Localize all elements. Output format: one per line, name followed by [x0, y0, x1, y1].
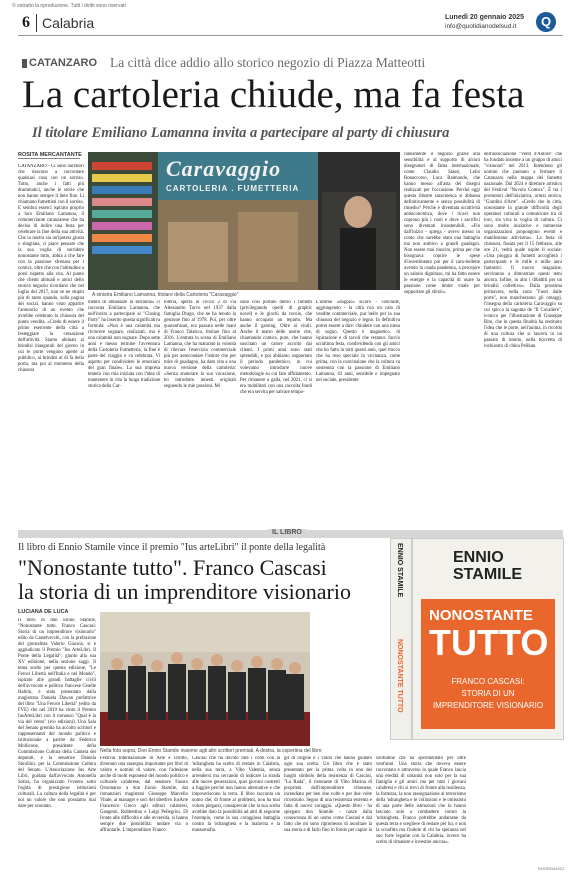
shop-photo — [88, 152, 400, 290]
book-author: ENNIO STAMILE — [453, 549, 523, 583]
book-cover-panel — [421, 599, 555, 729]
group-photo — [100, 612, 310, 746]
story-headline: La cartoleria chiude, ma fa festa — [22, 73, 525, 116]
story2-photo-caption: Nella foto sopra, Don Ennio Stamile insieme agli altri scrittori premiati. A destra, la copertina del libro — [100, 748, 322, 754]
shop-sign-title: Caravaggio — [166, 156, 282, 181]
masthead-rule — [18, 35, 563, 36]
page-number: 6 — [22, 14, 30, 31]
book-title-line-2: TUTTO — [429, 622, 549, 663]
story-column-4: sono così portato dietro i fumetti (privilegiando quelli di graphic novel) e le giochi da tavolo, che hanno occupato un reparto. Ma anche il gaming. Oltre ai vinili. Anche il teatro delle nostre vite, chiamando comics, pure, che hanno suscitato un calore accolto dai clienti. I primi anni sono stati splendidi, e poi abbiamo sopportato il periodo pandemico, in cui volevamo introdurre nuove metodologie su cui fare affidamento. Per rimanere a galla, nel 2021, ci si era mobilitati con una raccolta fondi che era servita per salvare tempo- — [240, 300, 312, 395]
photo-caption: A sinistra Emiliano Lamanna, titolare della Cartoleria "Caravaggio" — [92, 292, 239, 298]
top-copyright-note: © estratto la riproduzione. Tutti i diritti sono riservati — [12, 3, 126, 9]
story2-column-1: Il libro di don Ennio Stamile, "Nonostante tutto. Franco Cascasi: Storia di un imprenditore visionario" edito da Castelvecchi, con la prefazione del giornalista Valerio Giacoia, si è aggiudicato il Premio "Ius ArteLibri. Il Ponte della Legalità", giunto alla sua XV edizione, nella sezione saggi. Il tema scelto per questa edizione, "Le Feroci Libertà nell'Italia e nel Mondo", ispirato alle grandi battaglie civili dell'avvocato e politico francese Giselle Halimi, è stato presentato dalla magistrata Daniela Dawan prefattrice del libro "Una Feroce Libertà" (edito da FVE) che nel 2019 ha vinto il Premio IusArteLibri con il romanzo "Qual è la via del vento" (e/o edizioni). Una Sala del Senato gremita ha accolto scrittori e rappresentanti del mondo politico e istituzionale a partire da Federico Mollicone, presidente della Commissione Cultura della Camera dei deputati, e la senatrice Daniela Sbrollini, per la Commissione Cultura del Senato. L'Associazione Ius Arte Libri, guidata dall'avvocato Antonella Sotira, ha organizzato l'evento sotto l'egida di prestigiose istituzioni culturali. La cultura della legalità è per noi un valore che non possiamo mai dare per scontato. — [18, 618, 96, 809]
book-spine-author: ENNIO STAMILE — [396, 543, 403, 598]
book-subtitle-line-1: FRANCO CASCASI: — [451, 677, 525, 686]
story-column-6: L'ultimo «doppio» sicuro - conclude, aggiungendo - la città con un calo di vendite commerciale, pur bello per la sua chiusura del negozio e legno. In definitiva potrei essere a dire: chiudere con una mesa di sogno. Questo è magnetico, di ispirazione e di tavoli che restano: faccio un'ultima festa, condividendo con gli amici che ho fatto in tutti questi anni, quel trucco che ha reso speciale la vicinanza, come prima, con la convinzione che la cultura va sostenuta con la passione di Emiliano Lamanna, 43 anni, sensibile e impegnato nel sociale, presidente — [316, 300, 400, 383]
footer-code: ROGRO4/0/21 — [538, 866, 565, 871]
story-subheadline: Il titolare Emiliano Lamanna invita a partecipare al party di chiusura — [32, 125, 450, 141]
book-cover — [412, 538, 564, 740]
story2-column-5: solitudine che ha sperimentato per oltre vent'anni. Una storia che doveva essere raccontata e attraverso la quale Franco lascia una eredità di umanità non solo per la sua famiglia e gli amici ma per tutti i giovani calabresi e chi si trovi di fronte alla resilienza, la fortezza, la non rassegnazione al terrorismo della 'ndrangheta e le collusioni e le omissioni di una parte delle istituzioni che lo hanno lasciato solo a combattere contro la 'ndrangheta. Franco potrebbe andarsene da questa terra e scegliere di restare per lui, e non la sconfitta ma l'indole di chi ha speranza nel suo forte legame con la Calabria, invece ha scelto di rimanere e investire ancora». — [376, 756, 466, 845]
story-column-2: mento di abbassare la serranda» ci racconta Emiliano Lamanna, che nell'invito a partecipare al "Closing Party" ha inserito questa significativa formula: «Non è una calamità ma rivincere sognare, realizzati, ma è una calamità non sognare. Dopo sette anni e messo termine l'avventura della Cartoleria Fumetteria, la fine è parte del viaggio e va celebrata. Vi aspetto per condividere le emozioni del gran finale». La sua impresa tenterà con mia iniziata con l'idea di mantenere in vita la lunga tradizione storica della Car- — [88, 300, 160, 389]
story2-headline-line-1: "Nonostante tutto". Franco Cascasi — [18, 555, 327, 580]
newspaper-logo-icon: Q — [536, 12, 556, 32]
book-subtitle-line-2: STORIA DI UN — [461, 689, 515, 698]
story2-column-2: Festival Internazionale di Arte e Diritto, divenuto una rassegna importante per libri di valore e uomini di valore, con l'adesione anche di molti esponenti del mondo politico e culturale calabrese, dal senatore Fausto Orsomarso a don Ennio Stamile, dai romanzieri magistrati Giuseppe Marcello Vitale, ai manager e soci del direttivo IusArte Francesco Greco agli editori calabresi, Gangemi, Rubbettino e Luigi Pellegrini. Di fronte alle difficoltà e alle avversità, si hanno sempre due possibilità: undare via o affrontarle. L'imprenditore Franco — [100, 756, 188, 833]
book-title-line-1: NONOSTANTE — [429, 607, 533, 624]
masthead-separator — [36, 14, 37, 32]
story-column-5: raneamente il negozio grazie alla sensibilità e al supporto di alcuni disegnatori di fama internazionale, come Claudio Stassi, Lelio Bonaccorso, Luca Raimondo, che hanno messo all'asta dei disegni realizzati per l'occasione. Perché oggi questa illustre saracinesca si abbassa definitivamente e senza possibilità di rimedio? Perché è diventata un'attività antieconomica, dove i ricavi non coprono più i costi e dove i sacrifici sono diventati insostenibili. «Fin dall'inizio - spiega - avevo messo in conto che sarebbe stata una battaglia ma non ambivo a grandi guadagni. Non essere mai riuscito, prima per che bisognava coprire le spese d'investimento poi per il caro-bollette avendo la cauda pandemia, a percepire un salario dignitoso, mi ha fatto essere le energie e la capacità di usare la passione come limite vitale per sopportare gli sforzi». — [404, 152, 480, 295]
section-name: Calabria — [42, 15, 95, 31]
book-subtitle-line-3: IMPRENDITORE VISIONARIO — [432, 701, 544, 710]
contact-email: info@quotidianodelsud.it — [445, 23, 517, 30]
group-photo-illustration — [100, 612, 310, 746]
section-marker-icon — [22, 59, 27, 68]
byline-rule — [18, 158, 80, 159]
story2-column-3: Cascasi che ha dovuto fare i conti con la 'ndrangheta ha scelto di restare in Calabria, nella sua terra, a Vibo Valentia, senza arrendersi ma cercando di indicare la strada alle nuove generazioni, quei giovani costretti a fuggire perché non hanno alternative e che impoveriscono la terra. Il libro racconta un uomo che, di fronte ai problemi, non ha mai voluto piegarsi, consapevole che la sua scelta avrebbe dato la possibilità ad altri di seguirne l'esempio, come la sua coraggiosa battaglia contro la 'ndrangheta e la malavita e la massomafia. — [192, 756, 280, 833]
divider-label: IL LIBRO — [268, 529, 306, 536]
story-column-3: toleria, aperta al civico 2 di via Alessandro Turco nel 1937 dalla famiglia Drago, che ne ha tenuto la gestione fino al 1978. Poi, per oltre quarant'anni, era passata nelle mani di Franco Talarico, titolare fino al 2016. L'entrata in scena di Emiliano Lamanna, che ha maturato la volontà di rilevare l'esercizio commerciale più per assecondare l'istinto che per mire di guadagno, ha dato vita a una nuova versione della cartoleria: «Senza snaturare la sua vocazione, ho introdotto innesti originali seguendo le mie passioni. Mi — [164, 300, 236, 389]
story-byline: ROSITA MERCANTANTE — [18, 152, 82, 158]
story2-column-4: gli di origine e i valori che hanno guidato ogni sua scelta. Un libro che è stato presentato per la prima volta in uno dei luoghi simbolo della resistenza di Cascasi, "La Rada", il ristorante di Vibo Marina di proprietà dell'imprenditore vibonese, incendiato per ben due volte e per due volte ricostruito. Segno di una resistenza estrema e fatta di nuovo coraggio. «Questo libro - ha spiegato don Stamile - nasce dalla conoscenza di un uomo come Cascasi e dal fatto che mi sono ripromesso di ascoltare la sua storia e di farlo fino in fondo per capire la — [284, 756, 372, 833]
story-column-7: dell'associazione "Venti d'Autore" che ha fondato insieme a un gruppo di amici "visionari" nel 2013. Intendono gli uomini che puntano a fermare il Catanzaro nella mappa del fumetto nazionale. Dal 2024 è direttore artistico del Festival "Nuvola Comics". È tra i promotori dell'iniziativa, ormai storica, "Giardini d'Arte". «Credo che in città, nonostante la grande difficoltà degli operatori culturali a comunicare tra di loro, sia viva la voglia di cultura. Ci sono molte iniziative e numerose organizzazioni propongono eventi e manifestano attivismo». La festa di chiusura, fissata per il 15 febbraio, alle ore 21, vedrà quale ospite il sociale: «Una pioggia di fumetti accoglierà i partecipanti e le mille e mille anni fantastici. Il nuovo magazine, serviranno a dimostrare questi temi ancora. Infine, in alto i dibattiti per un brindisi collettivo». Dalla prossima primavera, nella zona "Fuori dalle porte", non mancheranno gli omaggi, l'insegna della cartoleria Caravaggio su cui spicca la sagoma de "Il Cavaliere", iconico per l'illustrazione di Giuseppe Rito, che in questa finalità ha restituito l'idea che le porte, nell'anima, in ricordo di una cultura che si lascerà in un passato di intuito, nella boccetta di inchiostro di china Pelikan. — [484, 152, 562, 349]
story-tag: CATANZARO — [29, 57, 98, 69]
story2-byline: LUCIANA DE LUCA — [18, 609, 69, 615]
story-kicker: La città dice addio allo storico negozio di Piazza Matteotti — [110, 55, 426, 70]
book-spine — [390, 538, 412, 740]
issue-date: Lunedì 20 gennaio 2025 — [445, 14, 524, 21]
story2-kicker: Il libro di Ennio Stamile vince il premio "Ius arteLibri" il ponte della legalità — [18, 542, 326, 553]
story-column-1: CATANZARO - Ci sono narratori che riescono a raccontare qualsiasi cosa con un sorriso. Tutto, anche i fatti più drammatici, anche le storie che non hanno sempre il lieto fine. Li chiamano fumettisti con il sorriso. E sembra esserci ispirato proprio a loro Emiliano Lamanna, il commerciante catanzarese che ha deciso di indire una festa per celebrare la fine della sua attività. Che la nostra sia un'ipotesi giusta o sbagliata, ci piace pensare che la sua voglia di sorridere nonostante tutto, abbia a che fare con la passione sfrenata per i comics, oltre che con l'attitudine a porsi rispetto alla vita. Al punto che clienti abituali e amici dello storico negozio ricordano che nel luglio del 2017, non se ne stupiti più di tanto quando, sulla pagina dei social, hanno visto apparire l'annuncio di un evento che avrebbe celebrato la chiusura del punto vendita. «Credo di essere il primo esercente della città a festeggiare la cessazione dell'attività. Siamo abituati ai brindisi inaugurali del giorno in cui le porte vengono aperte al pubblico, ai brindisi al di là della porta, ma poi al momento della chiusura — [18, 164, 84, 373]
shop-sign-subtitle: CARTOLERIA . FUMETTERIA — [166, 184, 300, 193]
book-spine-title: NONOSTANTE TUTTO — [396, 639, 403, 713]
story2-headline-line-2: la storia di un imprenditore visionario — [18, 579, 351, 604]
